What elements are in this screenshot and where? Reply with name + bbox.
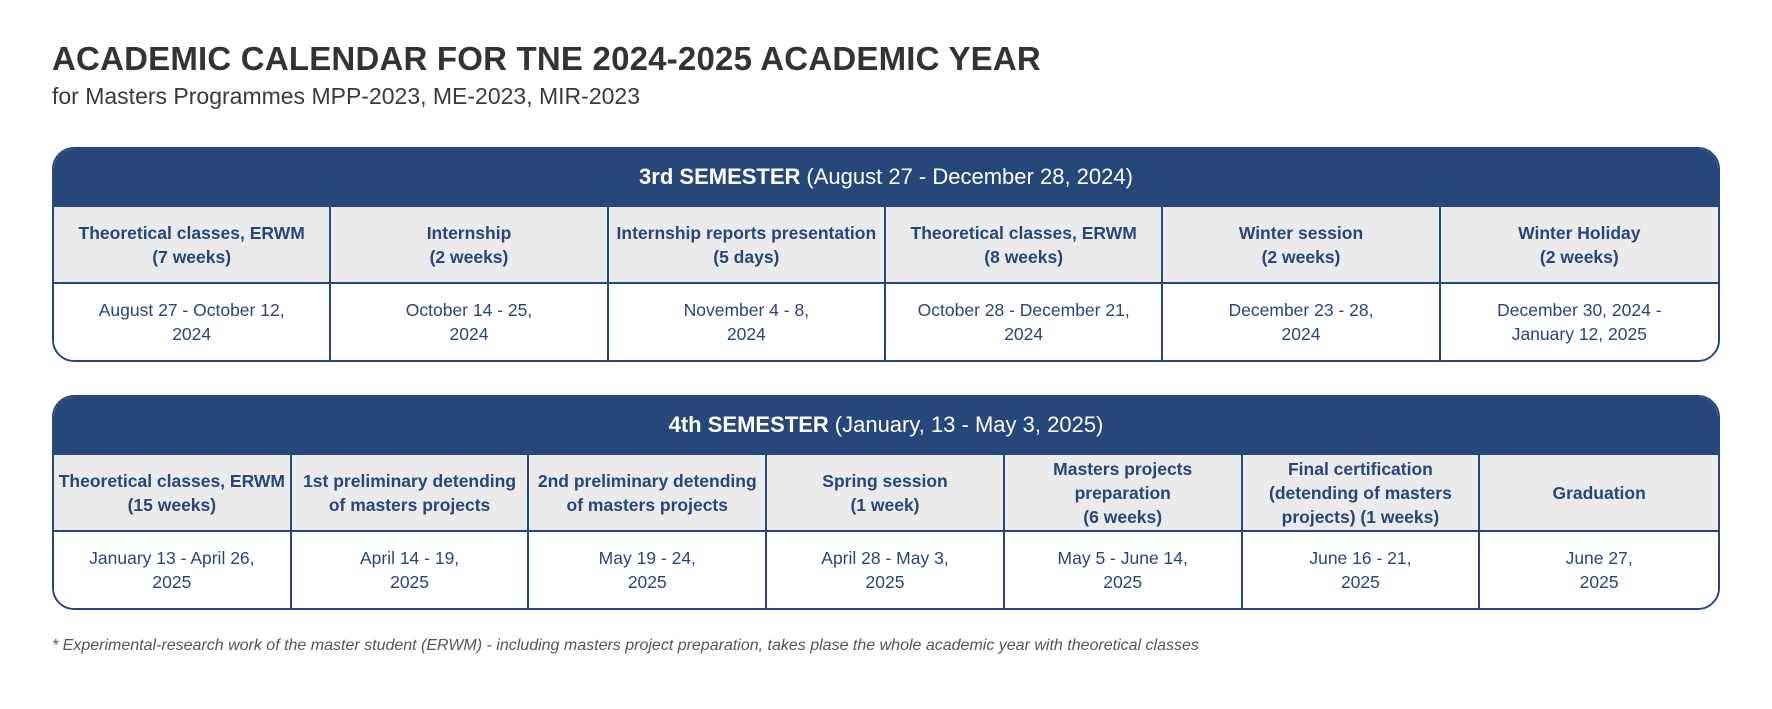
semester-4-date-cell: April 14 - 19, 2025: [292, 530, 530, 608]
semester-3-period-header: Winter session (2 weeks): [1163, 205, 1440, 282]
semester-4-period-header: 2nd preliminary detending of masters projects: [529, 453, 767, 530]
footnote: * Experimental-research work of the master student (ERWM) - including masters project preparation, takes plase the whole academic year with theoretical classes: [52, 637, 1199, 654]
semester-4-date-cell: May 5 - June 14, 2025: [1005, 530, 1243, 608]
semester-4-header: [54, 397, 1718, 453]
semester-3-period-header: Internship reports presentation (5 days): [609, 205, 886, 282]
page-subtitle: for Masters Programmes MPP-2023, ME-2023, MIR-2023: [52, 83, 640, 109]
semester-3-date-cell: October 14 - 25, 2024: [331, 282, 608, 360]
semester-3-range: (August 27 - December 28, 2024): [806, 164, 1133, 189]
semester-4-range: (January, 13 - May 3, 2025): [834, 412, 1104, 437]
semester-3-table: [52, 147, 1720, 362]
semester-3-grid: [54, 205, 1718, 360]
semester-3-period-header: Theoretical classes, ERWM (7 weeks): [54, 205, 331, 282]
semester-3-date-cell: October 28 - December 21, 2024: [886, 282, 1163, 360]
semester-3-header: [54, 149, 1718, 205]
semester-4-grid: [54, 453, 1718, 608]
semester-4-period-header: Graduation: [1480, 453, 1718, 530]
semester-3-period-header: Winter Holiday (2 weeks): [1441, 205, 1718, 282]
semester-4-date-cell: May 19 - 24, 2025: [529, 530, 767, 608]
semester-4-date-cell: April 28 - May 3, 2025: [767, 530, 1005, 608]
semester-4-period-header: 1st preliminary detending of masters projects: [292, 453, 530, 530]
semester-3-period-header: Internship (2 weeks): [331, 205, 608, 282]
semester-3-name: 3rd SEMESTER: [639, 164, 801, 189]
semester-4-period-header: Theoretical classes, ERWM (15 weeks): [54, 453, 292, 530]
semester-4-table: [52, 395, 1720, 610]
semester-4-name: 4th SEMESTER: [668, 412, 829, 437]
semester-3-period-header: Theoretical classes, ERWM (8 weeks): [886, 205, 1163, 282]
semester-4-date-cell: January 13 - April 26, 2025: [54, 530, 292, 608]
semester-4-date-cell: June 27, 2025: [1480, 530, 1718, 608]
semester-4-date-cell: June 16 - 21, 2025: [1243, 530, 1481, 608]
semester-3-date-cell: December 23 - 28, 2024: [1163, 282, 1440, 360]
semester-3-date-cell: November 4 - 8, 2024: [609, 282, 886, 360]
semester-4-period-header: Spring session (1 week): [767, 453, 1005, 530]
semester-3-date-cell: December 30, 2024 - January 12, 2025: [1441, 282, 1718, 360]
semester-4-period-header: Final certification (detending of masters projects) (1 weeks): [1243, 453, 1481, 530]
semester-4-period-header: Masters projects preparation (6 weeks): [1005, 453, 1243, 530]
page-title: ACADEMIC CALENDAR FOR TNE 2024-2025 ACADEMIC YEAR: [52, 40, 1041, 77]
semester-3-date-cell: August 27 - October 12, 2024: [54, 282, 331, 360]
